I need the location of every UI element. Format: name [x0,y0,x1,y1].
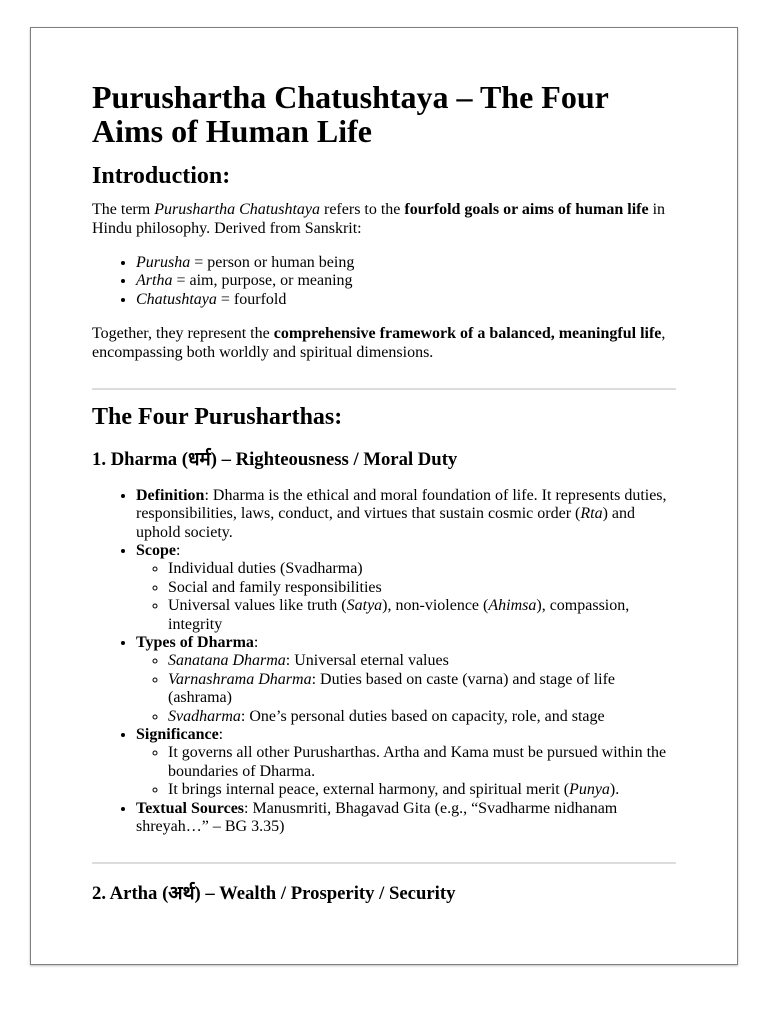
list-item-types [136,634,676,726]
text-run-italic: Satya [346,597,383,615]
types-sublist [136,652,676,726]
list-item [168,671,676,708]
list-item: ◦ Individual duties (Svadharma) [168,560,676,578]
text-run-italic: Purushartha Chatushtaya [154,201,320,219]
text-run: , encompassing both worldly and spiritual dimensions. [92,325,666,361]
text-run-italic: Sanatana Dharma [168,652,286,670]
subsection-heading-artha: 2. Artha (अर्थ) – Wealth / Prosperity / Security [92,883,456,905]
section-heading-introduction: Introduction: [92,162,231,189]
significance-sublist [136,744,676,799]
text-run: : Universal eternal values [285,652,449,670]
text-run-italic: Ahimsa [488,597,537,615]
text-run: ) and uphold society. [136,505,636,541]
text-run: Universal values like truth ( [168,597,347,615]
subsection-heading-dharma: 1. Dharma (धर्म) – Righteousness / Moral Duty [92,449,458,471]
text-run: in Hindu philosophy. Derived from Sanskrit: [92,201,666,237]
text-run-bold: fourfold goals or aims of human life [404,201,649,219]
list-item-scope [136,542,676,634]
section-divider [92,862,676,864]
list-item [168,597,676,634]
document-title: Purushartha Chatushtaya – The Four Aims of Human Life [92,79,609,149]
text-run-italic: Punya [569,781,610,799]
section-heading-four-purusharthas: The Four Purusharthas: [92,403,343,430]
text-run: = fourfold [216,290,287,308]
text-run: The term [92,201,155,219]
text-run: : [253,634,259,652]
text-run: refers to the [320,201,405,219]
text-run: : Duties based on caste (varna) and stage of life (ashrama) [168,670,616,707]
text-run-bold: Scope [136,542,176,560]
text-run-italic: Artha [136,272,173,290]
scope-sublist [136,560,676,634]
list-item [168,652,676,670]
text-run: ). [609,781,620,799]
text-run: ), compassion, integrity [168,597,630,633]
intro-summary-paragraph [92,325,676,362]
text-run: : [218,725,224,743]
text-run: = person or human being [190,253,355,271]
text-run-italic: Varnashrama Dharma [168,670,312,688]
list-item-textual-sources [136,800,676,837]
text-run-italic: Svadharma [168,707,241,725]
text-run-italic: Purusha [136,253,191,271]
text-run: = aim, purpose, or meaning [172,272,353,290]
text-run-italic: Rta [580,505,603,523]
list-item [168,781,676,799]
text-run-bold: Significance [136,725,219,743]
text-run: ), non-violence ( [382,597,489,615]
list-item: ◦ Social and family responsibilities [168,579,676,597]
intro-paragraph [92,201,676,238]
text-run: : One’s personal duties based on capacity, role, and stage [240,707,605,725]
text-run-italic: Chatushtaya [136,290,217,308]
list-item-definition [136,487,676,542]
text-run: : Manusmriti, Bhagavad Gita (e.g., “Svadharme nidhanam shreyah…” – BG 3.35) [136,799,618,835]
text-run: Together, they represent the [92,325,274,343]
text-run-bold: comprehensive framework of a balanced, meaningful life [273,325,662,343]
text-run: It brings internal peace, external harmony, and spiritual merit ( [168,781,570,799]
list-item [136,291,676,309]
section-divider [92,388,676,390]
list-item [168,708,676,726]
list-item [136,272,676,290]
sanskrit-terms-list [92,254,676,309]
document-page [30,27,738,965]
text-run-bold: Types of Dharma [136,634,254,652]
list-item: ◦ It governs all other Purusharthas. Artha and Kama must be pursued within the boundaries of Dharma. [168,744,676,781]
text-run-bold: Textual Sources [136,799,245,817]
text-run-bold: Definition [136,486,205,504]
text-run: : Dharma is the ethical and moral foundation of life. It represents duties, responsibilities, laws, conduct, and virtues that sustain cosmic order ( [136,486,667,523]
dharma-details-list [92,487,676,836]
text-run: : [176,542,181,560]
list-item [136,254,676,272]
list-item-significance [136,726,676,800]
